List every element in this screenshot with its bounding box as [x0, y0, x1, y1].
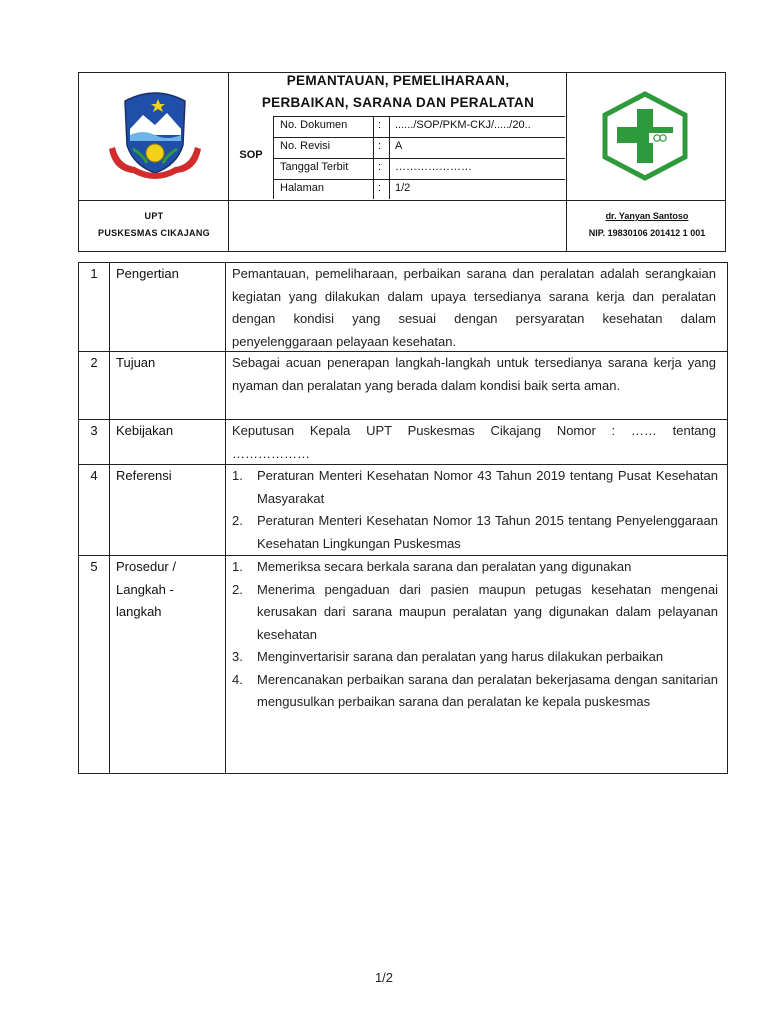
- table-divider: [225, 263, 226, 773]
- document-title-line-2: PERBAIKAN, SARANA DAN PERALATAN: [261, 95, 535, 110]
- list-item: 2. Peraturan Menteri Kesehatan Nomor 13 Tahun 2015 tentang Penyelenggaraan Kesehatan Lingkungan Puskesmas: [232, 513, 718, 551]
- row-label-kebijakan: Kebijakan: [116, 423, 174, 438]
- row-text-pengertian: Pemantauan, pemeliharaan, perbaikan sarana dan peralatan adalah serangkaian kegiatan yang dilakukan dalam upaya tersedianya sarana kerja dan peralatan dengan kondisi yang sesuai dengan persyaratan kesehatan dalam penyelenggaraan pelayaan kesehatan.: [232, 266, 716, 349]
- row-number: 2: [90, 355, 98, 370]
- prosedur-list: [232, 556, 718, 714]
- signer-name: dr. Yanyan Santoso: [605, 211, 689, 221]
- row-label-referensi: Referensi: [116, 468, 172, 483]
- list-item: 2. Menerima pengaduan dari pasien maupun petugas kesehatan mengenai kerusakan dari sarana maupun peralatan yang digunakan dalam pelayanan kesehatan: [232, 581, 718, 642]
- page-number: 1/2: [374, 970, 394, 985]
- sop-header-table: [78, 72, 726, 252]
- table-divider: [109, 263, 110, 773]
- organization-line-2: PUSKESMAS CIKAJANG: [98, 228, 210, 238]
- header-divider: [273, 137, 565, 138]
- meta-separator: :: [378, 182, 382, 194]
- signer-nip: NIP. 19830106 201412 1 001: [588, 228, 706, 238]
- referensi-list: [232, 465, 718, 555]
- header-divider: [273, 179, 565, 180]
- list-item: 1. Peraturan Menteri Kesehatan Nomor 43 Tahun 2019 tentang Pusat Kesehatan Masyarakat: [232, 468, 718, 506]
- row-number: 3: [90, 423, 98, 438]
- meta-value-halaman: 1/2: [395, 182, 411, 194]
- organization-line-1: UPT: [144, 211, 164, 221]
- list-item: 1. Memeriksa secara berkala sarana dan peralatan yang digunakan: [232, 559, 632, 574]
- sop-label: SOP: [239, 149, 263, 161]
- row-number: 4: [90, 468, 98, 483]
- meta-key-halaman: Halaman: [280, 182, 325, 194]
- row-label-tujuan: Tujuan: [116, 355, 156, 370]
- row-label-pengertian: Pengertian: [116, 266, 179, 281]
- meta-separator: :: [378, 119, 382, 131]
- meta-value-no-dokumen: ....../SOP/PKM-CKJ/...../20..: [395, 119, 531, 131]
- meta-key-tanggal-terbit: Tanggal Terbit: [280, 161, 349, 173]
- kebijakan-line-1: Keputusan Kepala UPT Puskesmas Cikajang Nomor : …… tentang: [232, 423, 716, 438]
- header-divider: [273, 158, 565, 159]
- header-divider: [79, 200, 725, 201]
- document-title-line-1: PEMANTAUAN, PEMELIHARAAN,: [286, 73, 510, 88]
- row-number: 1: [90, 266, 98, 281]
- sop-content-table: [78, 262, 728, 774]
- puskesmas-cross-logo-icon: [599, 91, 691, 181]
- meta-key-no-dokumen: No. Dokumen: [280, 119, 348, 131]
- list-item: 3. Menginvertarisir sarana dan peralatan yang harus dilakukan perbaikan: [232, 649, 664, 664]
- meta-key-no-revisi: No. Revisi: [280, 140, 331, 152]
- meta-value-no-revisi: A: [395, 140, 403, 152]
- kebijakan-line-2: ………………: [232, 445, 310, 461]
- row-text-kebijakan: [232, 420, 716, 465]
- row-label-prosedur: Prosedur / Langkah - langkah: [116, 559, 176, 619]
- list-item: 4. Merencanakan perbaikan sarana dan peralatan bekerjasama dengan sanitarian mengusulkan perbaikan sarana dan peralatan ke kepala puskesmas: [232, 671, 718, 709]
- meta-value-tanggal-terbit: …………………: [395, 161, 472, 173]
- meta-separator: :: [378, 161, 382, 173]
- row-text-tujuan: Sebagai acuan penerapan langkah-langkah untuk tersedianya sarana kerja yang nyaman dan peralatan yang berada dalam kondisi baik serta aman.: [232, 355, 716, 393]
- row-number: 5: [90, 559, 98, 574]
- meta-separator: :: [378, 140, 382, 152]
- header-divider: [273, 116, 565, 117]
- regency-emblem-icon: [103, 87, 207, 189]
